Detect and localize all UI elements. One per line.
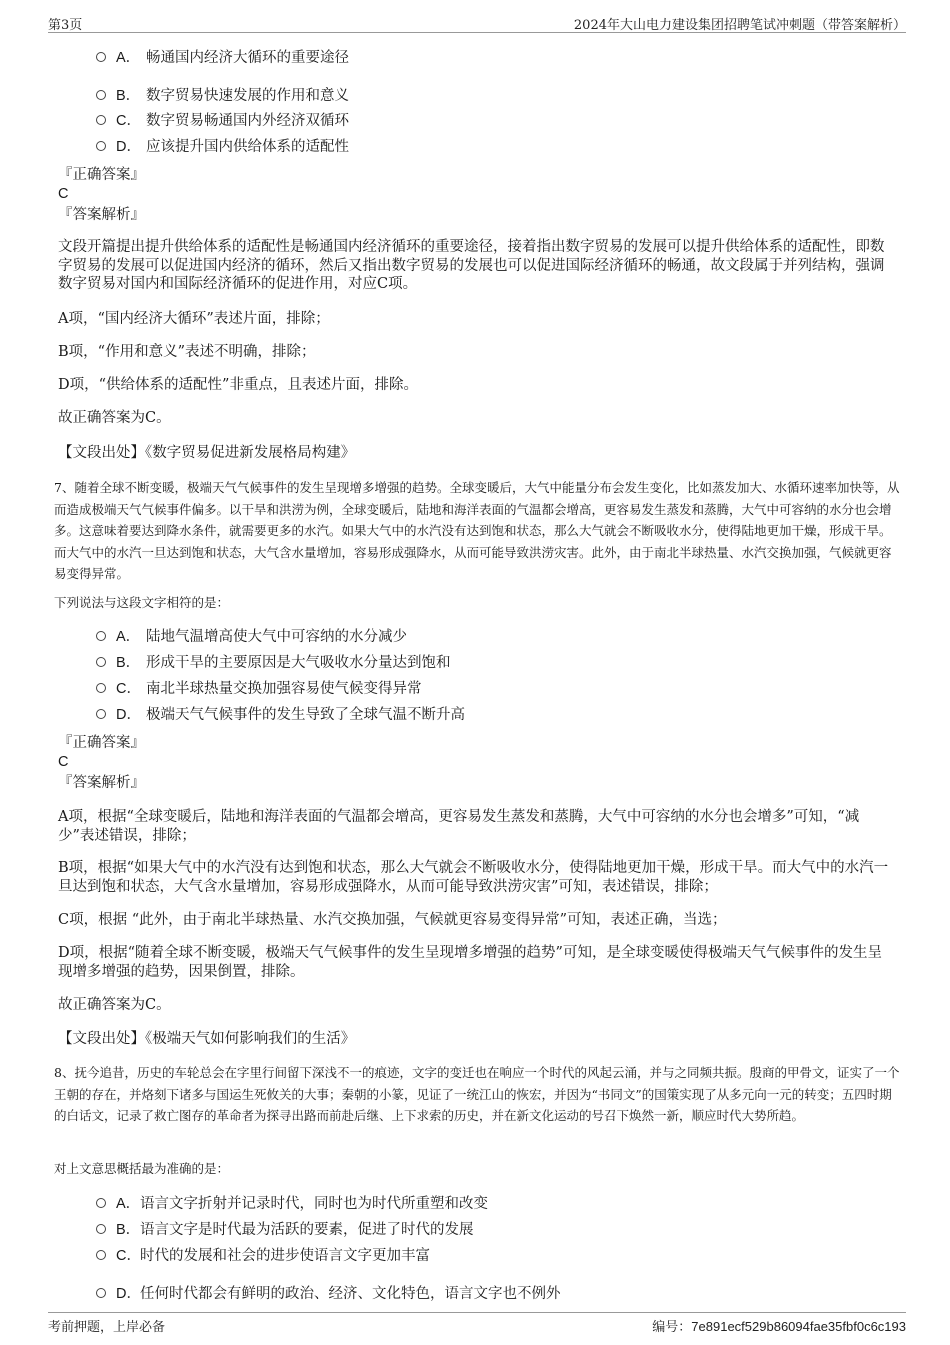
q8-option-c[interactable]: C．时代的发展和社会的进步使语言文字更加丰富 (96, 1246, 430, 1266)
q6-option-a[interactable]: A． 畅通国内经济大循环的重要途径 (96, 48, 349, 68)
radio-icon[interactable] (96, 115, 106, 125)
radio-icon[interactable] (96, 52, 106, 62)
q7-analysis-d: D项，根据“随着全球不断变暖，极端天气气候事件的发生呈现增多增强的趋势”可知，是全球变暖使得极端天气气候事件的发生呈现增多增强的趋势，因果倒置，排除。 (58, 945, 882, 980)
q6-analysis-d: D项，“供给体系的适配性”非重点，且表述片面，排除。 (58, 377, 418, 393)
q7-analysis-c: C项，根据 “此外，由于南北半球热量、水汽交换加强，气候就更容易变得异常”可知，表述正确，当选； (58, 912, 727, 928)
q7-option-b[interactable]: B． 形成干旱的主要原因是大气吸收水分量达到饱和 (96, 653, 451, 673)
q7-answer-label: 『正确答案』 (58, 735, 145, 751)
q7-answer: C (58, 754, 69, 770)
q8-prompt: 对上文意思概括最为准确的是： (54, 1161, 230, 1176)
footer-slogan: 考前押题，上岸必备 (48, 1320, 166, 1335)
radio-icon[interactable] (96, 709, 106, 719)
q6-option-c[interactable]: C． 数字贸易畅通国内外经济双循环 (96, 111, 349, 131)
q7-analysis-conclusion: 故正确答案为C。 (58, 997, 171, 1013)
q7-option-c[interactable]: C． 南北半球热量交换加强容易使气候变得异常 (96, 679, 422, 699)
radio-icon[interactable] (96, 631, 106, 641)
document-id: 编号：7e891ecf529b86094fae35fbf0c6c193 (652, 1319, 906, 1334)
q6-answer-label: 『正确答案』 (58, 167, 145, 183)
q7-prompt: 下列说法与这段文字相符的是： (54, 595, 230, 610)
q6-analysis-label: 『答案解析』 (58, 207, 145, 223)
q8-option-b[interactable]: B．语言文字是时代最为活跃的要素，促进了时代的发展 (96, 1220, 474, 1240)
q6-analysis-a: A项，“国内经济大循环”表述片面，排除； (58, 311, 330, 327)
q7-option-d[interactable]: D． 极端天气气候事件的发生导致了全球气温不断升高 (96, 705, 465, 725)
radio-icon[interactable] (96, 90, 106, 100)
q6-option-b[interactable]: B． 数字贸易快速发展的作用和意义 (96, 86, 349, 106)
q8-option-a[interactable]: A．语言文字折射并记录时代，同时也为时代所重塑和改变 (96, 1194, 488, 1214)
radio-icon[interactable] (96, 1250, 106, 1260)
q6-source: 【文段出处】《数字贸易促进新发展格局构建》 (58, 445, 356, 461)
q7-analysis-a: A项，根据“全球变暖后，陆地和海洋表面的气温都会增高，更容易发生蒸发和蒸腾，大气中可容纳的水分也会增多”可知，“减少”表述错误，排除； (58, 809, 860, 844)
radio-icon[interactable] (96, 683, 106, 693)
q7-analysis-label: 『答案解析』 (58, 775, 145, 791)
q7-source: 【文段出处】《极端天气如何影响我们的生活》 (58, 1031, 356, 1047)
q7-option-a[interactable]: A． 陆地气温增高使大气中可容纳的水分减少 (96, 627, 407, 647)
q7-analysis-b: B项，根据“如果大气中的水汽没有达到饱和状态，那么大气就会不断吸收水分，使得陆地更加干燥，形成干旱。而大气中的水汽一旦达到饱和状态，大气含水量增加，容易形成强降水，从而可能导致洪涝灾害”可知，表述错误，排除； (58, 860, 889, 895)
radio-icon[interactable] (96, 141, 106, 151)
radio-icon[interactable] (96, 1224, 106, 1234)
q8-option-d[interactable]: D．任何时代都会有鲜明的政治、经济、文化特色，语言文字也不例外 (96, 1284, 561, 1304)
q6-analysis-paragraph: 文段开篇提出提升供给体系的适配性是畅通国内经济循环的重要途径，接着指出数字贸易的发展可以提升供给体系的适配性，即数字贸易的发展可以促进国内经济的循环，然后又指出数字贸易的发展也可以促进国际经济循环的畅通，故文段属于并列结构，强调数字贸易对国内和国际经济循环的促进作用，对应C项。 (58, 239, 885, 292)
radio-icon[interactable] (96, 1288, 106, 1298)
radio-icon[interactable] (96, 1198, 106, 1208)
page-header (48, 12, 906, 33)
q6-answer: C (58, 186, 69, 202)
q7-question-text: 7、随着全球不断变暖，极端天气气候事件的发生呈现增多增强的趋势。全球变暖后，大气中能量分布会发生变化，比如蒸发加大、水循环速率加快等，从而造成极端天气气候事件偏多。以干旱和洪涝为例，全球变暖后，陆地和海洋表面的气温都会增高，更容易发生蒸发和蒸腾，大气中可容纳的水分也会增多。这意味着要达到降水条件，就需要更多的水汽。如果大气中的水汽没有达到饱和状态，那么大气就会不断吸收水分，使得陆地更加干燥，形成干旱。而大气中的水汽一旦达到饱和状态，大气含水量增加，容易形成强降水，从而可能导致洪涝灾害。此外，由于南北半球热量、水汽交换加强，气候就更容易变得异常。 (54, 480, 900, 581)
document-title: 2024年大山电力建设集团招聘笔试冲刺题（带答案解析） (573, 18, 906, 33)
page-number-label: 第3页 (48, 18, 83, 33)
q6-analysis-conclusion: 故正确答案为C。 (58, 410, 171, 426)
q8-question-text: 8、抚今追昔，历史的车轮总会在字里行间留下深浅不一的痕迹，文字的变迁也在响应一个时代的风起云涌，并与之同频共振。殷商的甲骨文，证实了一个王朝的存在，并烙刻下诸多与国运生死攸关的大事；秦朝的小篆，见证了一统江山的恢宏，并因为“书同文”的国策实现了从多元向一元的转变；五四时期的白话文，记录了救亡图存的革命者为探寻出路而前赴后继、上下求索的历史，并在新文化运动的号召下焕然一新，顺应时代大势所趋。 (54, 1065, 900, 1123)
q6-analysis-b: B项，“作用和意义”表述不明确，排除； (58, 344, 316, 360)
radio-icon[interactable] (96, 657, 106, 667)
q6-option-d[interactable]: D． 应该提升国内供给体系的适配性 (96, 137, 349, 157)
page-footer (48, 1312, 906, 1335)
